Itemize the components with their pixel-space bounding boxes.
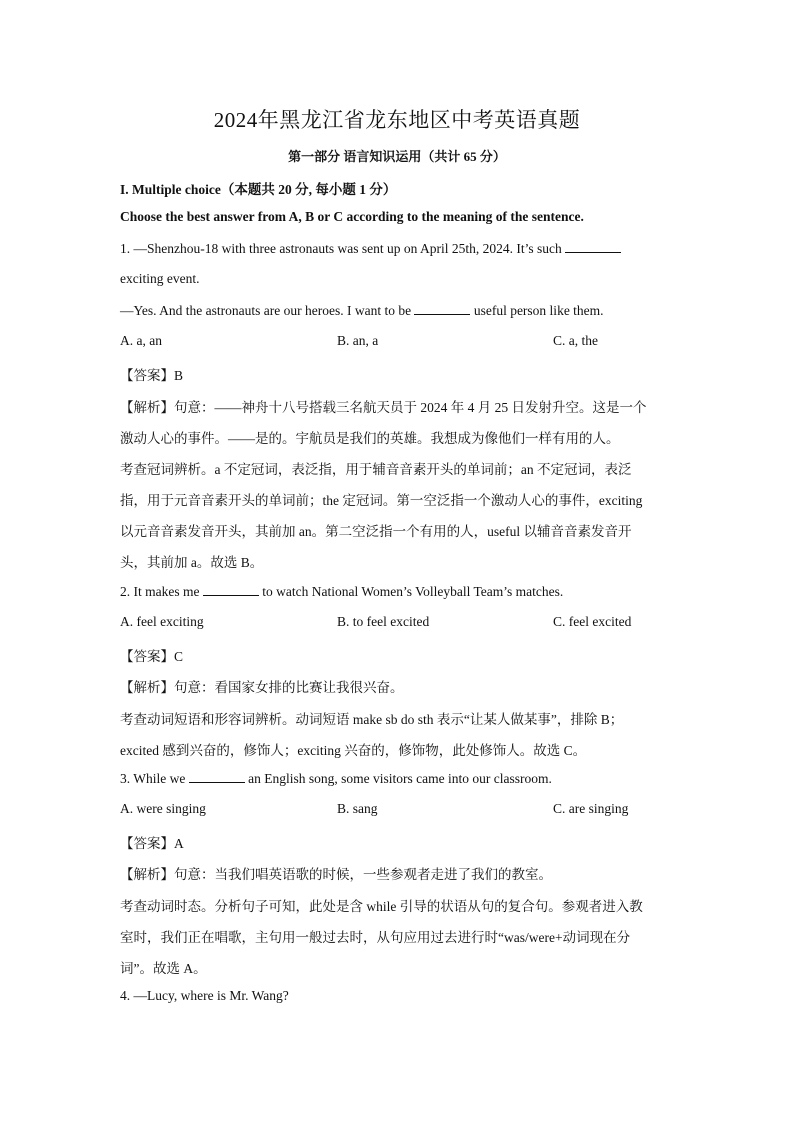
question-3-stem: 3. While we an English song, some visitors came into our classroom. [120, 771, 552, 786]
question-3-explanation-1: 【解析】句意：当我们唱英语歌的时候，一些参观者走进了我们的教室。 [120, 867, 552, 882]
question-2-option-c: C. feel excited [553, 614, 632, 629]
question-2-option-b: B. to feel excited [337, 614, 430, 629]
question-2-answer: 【答案】C [120, 649, 184, 664]
question-1-explanation-6: 头，其前加 a。故选 B。 [120, 555, 264, 570]
part-heading: 第一部分 语言知识运用（共计 65 分） [288, 149, 506, 164]
question-3-explanation-3: 室时，我们正在唱歌，主句用一般过去时，从句应用过去进行时“was/were+动词现在分 [120, 930, 631, 945]
question-4-stem: 4. —Lucy, where is Mr. Wang? [120, 988, 289, 1003]
question-1-explanation-5: 以元音音素发音开头，其前加 an。第二空泛指一个有用的人，useful 以辅音音素发音开 [120, 524, 632, 539]
question-1-stem-cont: exciting event. [120, 271, 200, 286]
question-3-option-b: B. sang [337, 801, 378, 816]
answer-blank [414, 302, 470, 315]
question-3-option-a: A. were singing [120, 801, 206, 816]
question-1-explanation-3: 考查冠词辨析。a 不定冠词，表泛指，用于辅音音素开头的单词前；an 不定冠词，表泛 [120, 462, 632, 477]
question-3-explanation-2: 考查动词时态。分析句子可知，此处是含 while 引导的状语从句的复合句。参观者进入教 [120, 899, 643, 914]
question-2-option-a: A. feel exciting [120, 614, 204, 629]
answer-blank [189, 770, 245, 783]
question-3-option-c: C. are singing [553, 801, 629, 816]
instruction-text: Choose the best answer from A, B or C according to the meaning of the sentence. [120, 209, 584, 224]
question-2-explanation-1: 【解析】句意：看国家女排的比赛让我很兴奋。 [120, 680, 404, 695]
question-2-explanation-3: excited 感到兴奋的，修饰人；exciting 兴奋的，修饰物，此处修饰人。故选 C。 [120, 743, 587, 758]
question-3-answer: 【答案】A [120, 836, 184, 851]
question-2-explanation-2: 考查动词短语和形容词辨析。动词短语 make sb do sth 表示“让某人做某事”，排除 B； [120, 712, 624, 727]
question-1-option-b: B. an, a [337, 333, 379, 348]
question-1-reply: —Yes. And the astronauts are our heroes. I want to be useful person like them. [120, 303, 604, 318]
question-1-option-a: A. a, an [120, 333, 162, 348]
page-title: 2024年黑龙江省龙东地区中考英语真题 [213, 108, 581, 132]
question-1-stem: 1. —Shenzhou-18 with three astronauts was sent up on April 25th, 2024. It’s such [120, 240, 621, 257]
section-heading: I. Multiple choice（本题共 20 分, 每小题 1 分） [120, 182, 397, 197]
answer-blank [565, 240, 621, 253]
question-3-explanation-4: 词”。故选 A。 [120, 961, 207, 976]
question-1-answer: 【答案】B [120, 368, 184, 383]
question-1-explanation-1: 【解析】句意：——神舟十八号搭载三名航天员于 2024 年 4 月 25 日发射升空。这是一个 [120, 400, 647, 415]
question-2-stem: 2. It makes me to watch National Women’s Volleyball Team’s matches. [120, 584, 564, 599]
question-1-option-c: C. a, the [553, 333, 598, 348]
answer-blank [203, 583, 259, 596]
question-1-explanation-4: 指，用于元音音素开头的单词前；the 定冠词。第一空泛指一个激动人心的事件，exciting [120, 493, 643, 508]
question-1-explanation-2: 激动人心的事件。——是的。宇航员是我们的英雄。我想成为像他们一样有用的人。 [120, 431, 620, 446]
